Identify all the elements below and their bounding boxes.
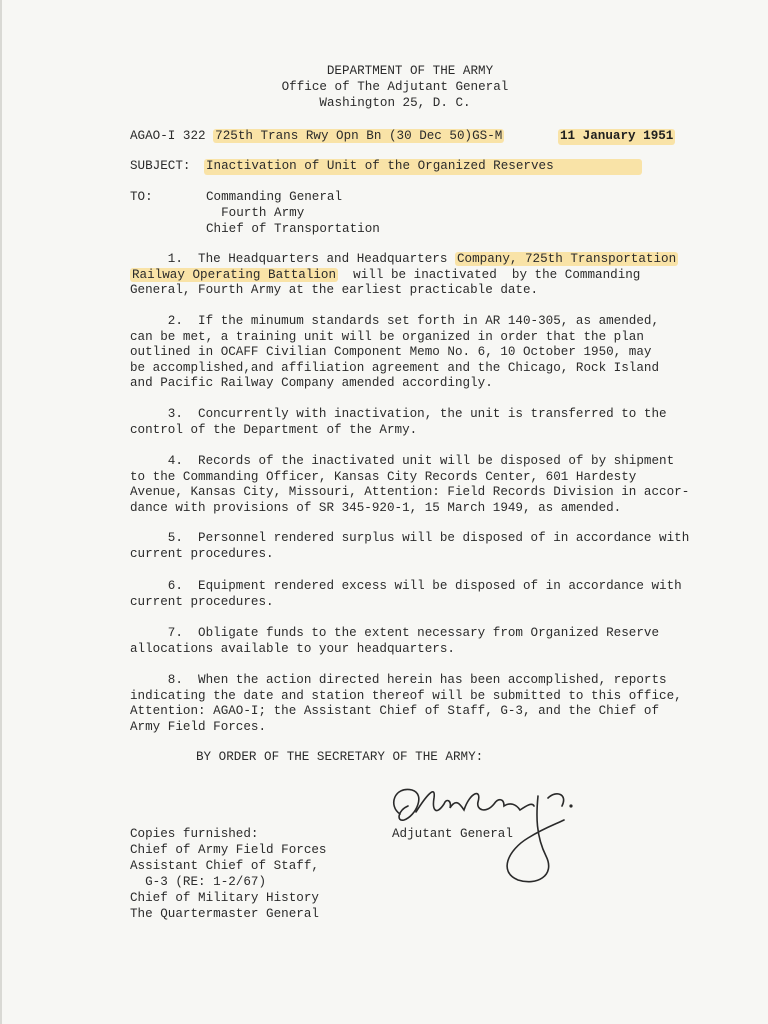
p1-line3: General, Fourth Army at the earliest practicable date. [130,283,539,297]
p1-line2a: Railway Operating Battalion [132,267,337,282]
header-location: Washington 25, D. C. [319,96,471,110]
reference-line [130,129,504,145]
by-order-line: BY ORDER OF THE SECRETARY OF THE ARMY: [196,750,484,764]
p7-line: 7. Obligate funds to the extent necessary from Organized Reserve [130,626,660,640]
p7-line: allocations available to your headquarters. [130,641,455,656]
subject-text: Inactivation of Unit of the Organized Reserves [204,159,642,175]
p2-line: and Pacific Railway Company amended accordingly. [130,376,493,390]
p2-line: outlined in OCAFF Civilian Component Memo No. 6, 10 October 1950, may [130,345,652,359]
copy-recipient: Chief of Army Field Forces [130,843,327,857]
header-department: DEPARTMENT OF THE ARMY [326,64,494,78]
copies-label: Copies furnished: [130,827,259,841]
p4-line: to the Commanding Officer, Kansas City Records Center, 601 Hardesty [130,469,637,484]
paragraph-3 [130,407,700,438]
p8-line: Army Field Forces. [130,719,267,734]
to-recipient-3: Chief of Transportation [206,222,380,236]
p4-line: 4. Records of the inactivated unit will be disposed of by shipment [130,454,675,468]
copy-recipient: The Quartermaster General [130,907,319,921]
reference-highlighted: 725th Trans Rwy Opn Bn (30 Dec 50)GS-M [215,129,503,143]
paragraph-7 [130,626,700,657]
p1-line1a: 1. The Headquarters and Headquarters [130,252,455,266]
to-label: TO: [130,190,153,204]
to-recipient-1: Commanding General [206,190,343,204]
header-office: Office of The Adjutant General [281,80,509,94]
p8-line: indicating the date and station thereof will be submitted to this office, [130,688,682,703]
p6-line: current procedures. [130,594,274,609]
signer-title: Adjutant General [392,827,513,841]
paragraph-6 [130,579,700,610]
paragraph-5 [130,531,700,562]
p2-line: 2. If the minumum standards set forth in AR 140-305, as amended, [130,314,660,328]
p2-line: can be met, a training unit will be organized in order that the plan [130,329,644,344]
p3-line: 3. Concurrently with inactivation, the unit is transferred to the [130,407,667,421]
paragraph-1 [130,252,700,299]
p1-line1b: Company, 725th Transportation [456,252,677,266]
paragraph-8 [130,673,700,735]
p5-line: current procedures. [130,546,274,561]
to-recipient-2: Fourth Army [206,206,305,220]
copy-recipient: Assistant Chief of Staff, [130,859,319,873]
paragraph-2 [130,314,700,392]
paragraph-4 [130,454,700,516]
p3-line: control of the Department of the Army. [130,422,418,437]
memo-date: 11 January 1951 [560,129,674,143]
copy-recipient: G-3 (RE: 1-2/67) [130,875,267,889]
copy-recipient: Chief of Military History [130,891,319,905]
subject-label: SUBJECT: [130,159,191,173]
p8-line: Attention: AGAO-I; the Assistant Chief of Staff, G-3, and the Chief of [130,704,660,718]
p6-line: 6. Equipment rendered excess will be disposed of in accordance with [130,579,682,593]
p4-line: dance with provisions of SR 345-920-1, 15 March 1949, as amended. [130,500,622,515]
p5-line: 5. Personnel rendered surplus will be disposed of in accordance with [130,531,690,545]
p8-line: 8. When the action directed herein has been accomplished, reports [130,673,667,687]
reference-prefix: AGAO-I 322 [130,129,214,143]
p1-line2b: will be inactivated by the Commanding [338,267,641,282]
p4-line: Avenue, Kansas City, Missouri, Attention: Field Records Division in accor- [130,485,690,499]
p2-line: be accomplished,and affiliation agreement and the Chicago, Rock Island [130,360,660,375]
